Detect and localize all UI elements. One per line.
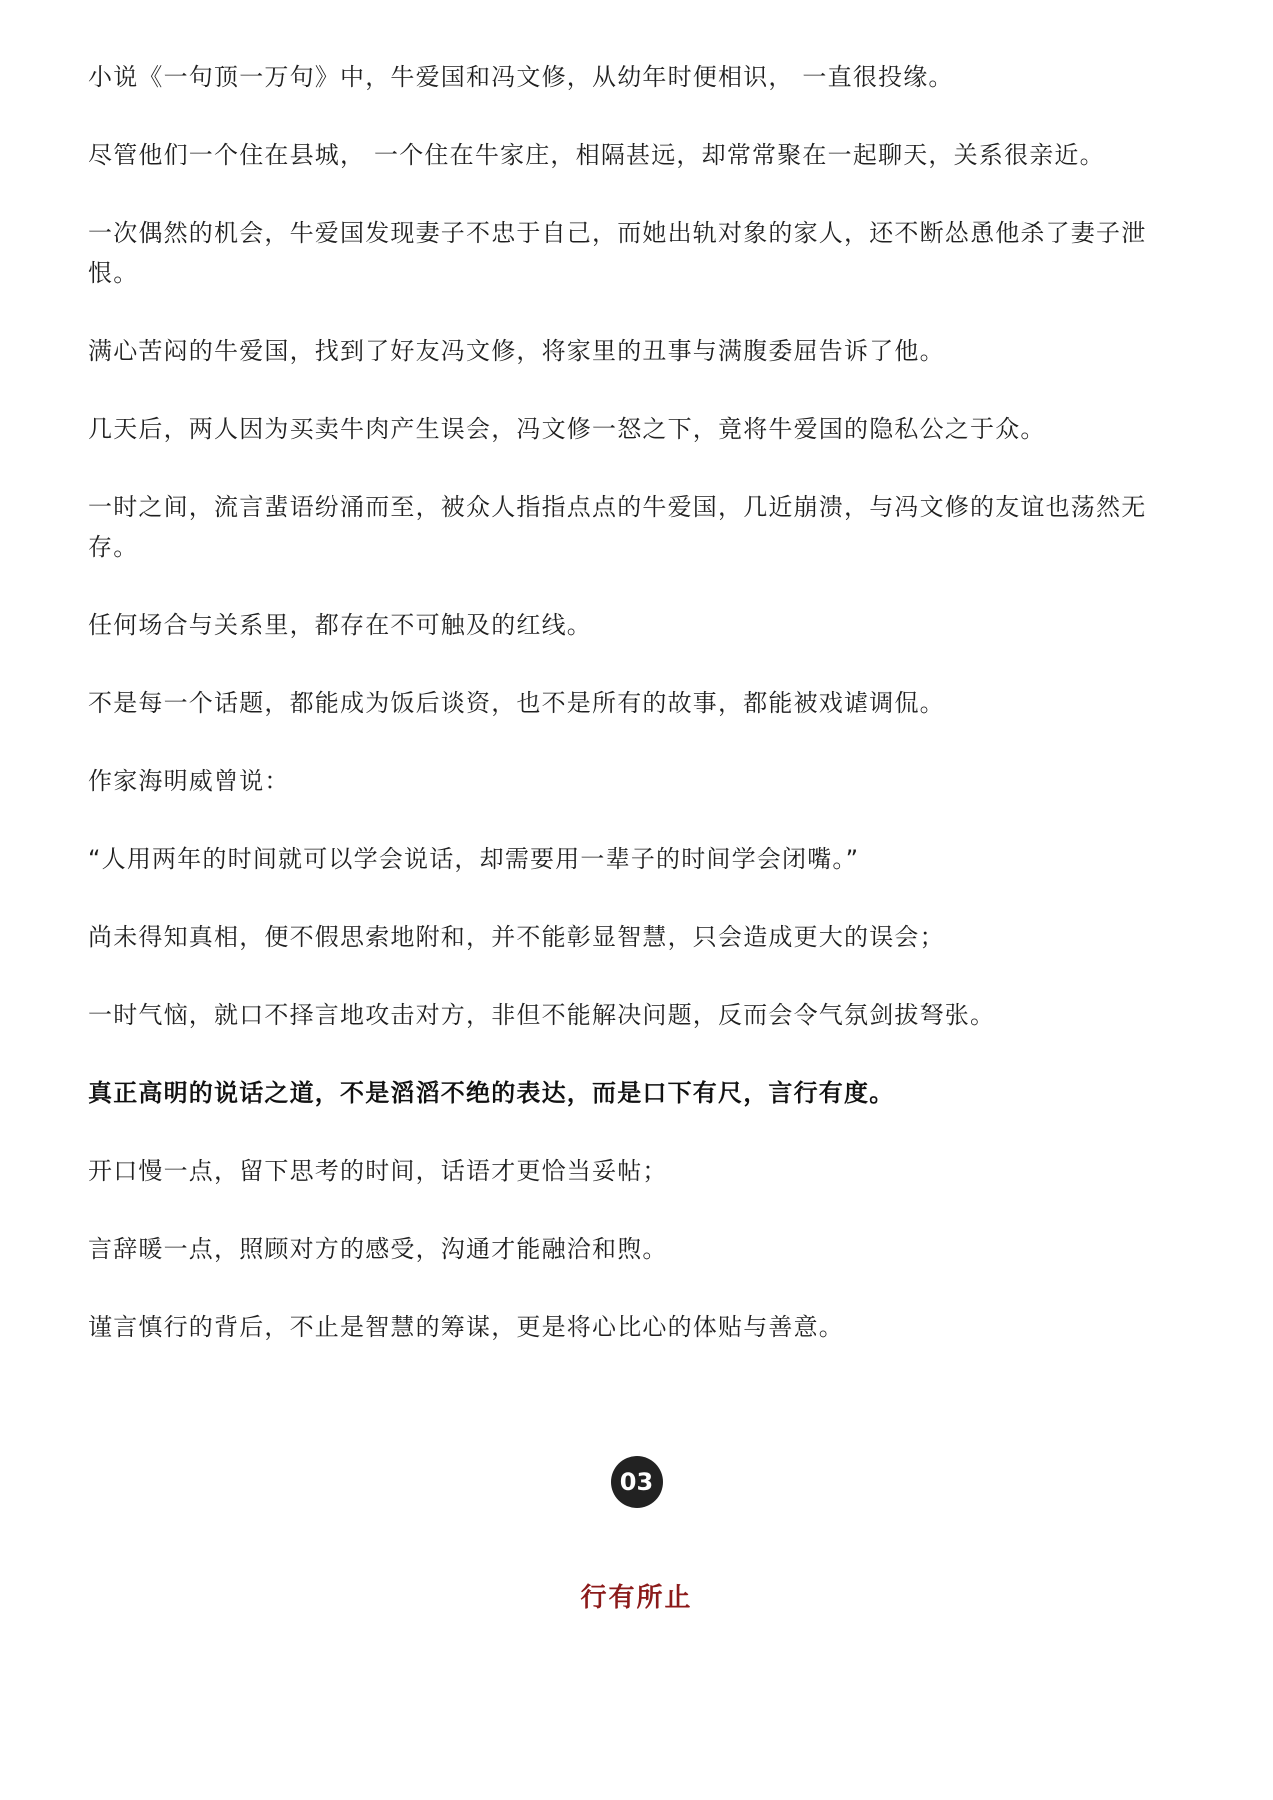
section-number-wrapper xyxy=(0,1456,1273,1508)
paragraph: 尽管他们一个住在县城， 一个住在牛家庄，相隔甚远，却常常聚在一起聊天，关系很亲近。 xyxy=(88,141,1105,169)
bold-paragraph: 真正高明的说话之道，不是滔滔不绝的表达，而是口下有尺，言行有度。 xyxy=(88,1079,895,1107)
paragraph: 作家海明威曾说： xyxy=(88,767,290,795)
quote-paragraph: “人用两年的时间就可以学会说话，却需要用一辈子的时间学会闭嘴。” xyxy=(88,845,860,873)
paragraph: 一时气恼，就口不择言地攻击对方，非但不能解决问题，反而会令气氛剑拔弩张。 xyxy=(88,1001,996,1029)
paragraph: 任何场合与关系里，都存在不可触及的红线。 xyxy=(88,611,592,639)
paragraph: 几天后，两人因为买卖牛肉产生误会，冯文修一怒之下，竟将牛爱国的隐私公之于众。 xyxy=(88,415,1046,443)
section-number-badge: 03 xyxy=(611,1456,663,1508)
paragraph: 开口慢一点，留下思考的时间，话语才更恰当妥帖； xyxy=(88,1157,668,1185)
paragraph: 满心苦闷的牛爱国，找到了好友冯文修，将家里的丑事与满腹委屈告诉了他。 xyxy=(88,337,945,365)
paragraph: 言辞暖一点，照顾对方的感受，沟通才能融洽和煦。 xyxy=(88,1235,668,1263)
paragraph: 不是每一个话题，都能成为饭后谈资，也不是所有的故事，都能被戏谑调侃。 xyxy=(88,689,945,717)
paragraph: 谨言慎行的背后，不止是智慧的筹谋，更是将心比心的体贴与善意。 xyxy=(88,1313,844,1341)
paragraph: 尚未得知真相，便不假思索地附和，并不能彰显智慧，只会造成更大的误会； xyxy=(88,923,945,951)
section-title: 行有所止 xyxy=(580,1583,693,1613)
paragraph: 一次偶然的机会，牛爱国发现妻子不忠于自己，而她出轨对象的家人，还不断怂恿他杀了妻子泄恨。 xyxy=(88,219,1147,287)
paragraph: 一时之间，流言蜚语纷涌而至，被众人指指点点的牛爱国，几近崩溃，与冯文修的友谊也荡然无存。 xyxy=(88,493,1147,561)
article-body xyxy=(88,57,1188,1385)
paragraph: 小说《一句顶一万句》中，牛爱国和冯文修，从幼年时便相识， 一直很投缘。 xyxy=(88,63,954,91)
